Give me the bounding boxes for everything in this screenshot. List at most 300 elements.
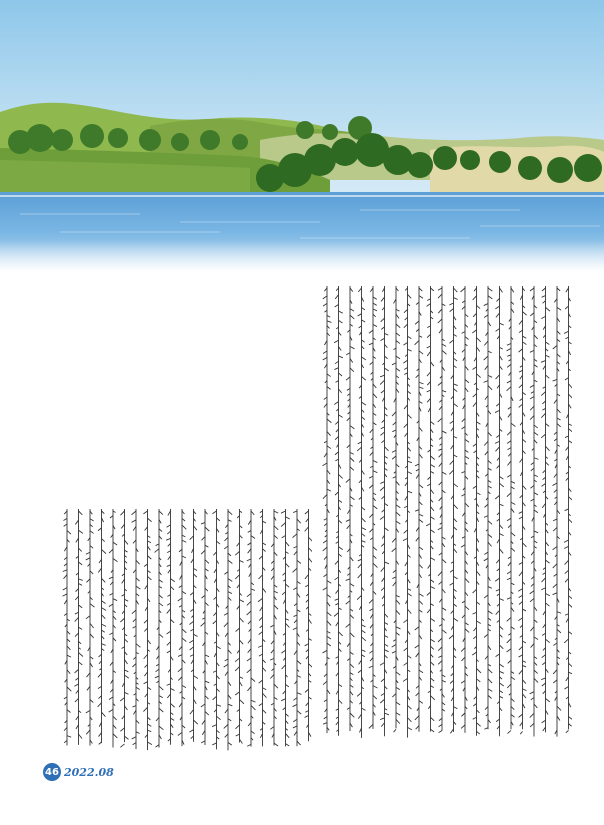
glyph-stroke [419,610,422,612]
glyph-stroke [217,730,220,733]
glyph-stroke [507,475,511,478]
glyph-stroke [323,463,327,466]
glyph-stroke [350,309,354,311]
glyph-stroke [542,683,546,686]
glyph-stroke [369,330,373,333]
glyph-stroke [439,463,442,467]
glyph-stroke [438,656,442,658]
glyph-stroke [274,591,278,593]
glyph-stroke [171,688,175,690]
glyph-stroke [507,649,511,652]
glyph-stroke [240,560,244,562]
glyph-stroke [393,582,396,586]
glyph-stroke [508,557,511,559]
glyph-stroke [477,723,481,727]
glyph-stroke [557,288,560,291]
glyph-stroke [182,685,186,687]
glyph-stroke [346,579,350,581]
glyph-stroke [531,584,534,587]
glyph-stroke [194,574,197,577]
glyph-stroke [473,589,477,593]
glyph-stroke [125,639,128,642]
glyph-stroke [293,726,297,728]
glyph-stroke [350,583,354,586]
glyph-stroke [217,689,220,692]
glyph-stroke [144,682,148,684]
glyph-stroke [297,710,301,714]
glyph-stroke [270,727,274,730]
glyph-stroke [488,486,492,488]
glyph-stroke [190,592,193,595]
glyph-stroke [431,639,435,642]
glyph-stroke [362,528,366,530]
glyph-stroke [79,548,82,551]
glyph-stroke [362,533,366,536]
glyph-stroke [369,476,373,478]
glyph-stroke [79,627,83,629]
glyph-stroke [465,450,468,452]
glyph-stroke [362,507,365,510]
glyph-stroke [427,346,431,348]
glyph-stroke [369,485,373,488]
glyph-stroke [438,661,442,665]
glyph-stroke [530,627,534,631]
glyph-stroke [554,399,557,403]
glyph-stroke [167,609,171,613]
glyph-stroke [90,531,94,534]
glyph-stroke [155,549,159,553]
glyph-stroke [419,514,423,516]
glyph-stroke [477,571,481,575]
glyph-stroke [408,705,412,709]
glyph-stroke [496,298,499,301]
glyph-stroke [408,655,412,658]
glyph-stroke [228,579,232,582]
glyph-stroke [102,630,105,632]
glyph-stroke [205,602,209,605]
glyph-stroke [431,580,435,583]
glyph-stroke [339,520,342,523]
glyph-stroke [534,510,538,513]
glyph-stroke [396,627,400,629]
glyph-stroke [396,333,400,336]
glyph-stroke [159,529,162,532]
glyph-stroke [546,594,550,596]
glyph-stroke [335,577,339,580]
glyph-stroke [248,549,251,553]
glyph-stroke [396,309,399,311]
glyph-stroke [403,678,407,681]
glyph-stroke [438,528,442,530]
glyph-stroke [90,623,94,627]
glyph-stroke [286,584,290,587]
glyph-stroke [394,729,396,732]
glyph-stroke [286,714,289,717]
glyph-stroke [213,620,217,623]
glyph-stroke [442,702,445,705]
glyph-stroke [393,477,396,479]
glyph-stroke [396,464,399,467]
glyph-stroke [90,546,93,549]
glyph-stroke [427,592,431,595]
glyph-stroke [323,303,327,306]
glyph-stroke [189,730,193,732]
glyph-stroke [63,588,67,590]
glyph-stroke [488,669,492,673]
glyph-stroke [553,346,557,349]
glyph-stroke [496,589,500,591]
glyph-stroke [347,525,350,529]
glyph-stroke [523,392,526,394]
glyph-stroke [263,668,266,672]
text-column-left [62,505,312,755]
glyph-stroke [148,556,152,559]
glyph-stroke [369,529,373,533]
glyph-stroke [396,713,400,716]
glyph-stroke [339,415,343,418]
glyph-stroke [461,288,465,292]
glyph-stroke [465,439,469,442]
glyph-stroke [323,547,327,551]
glyph-stroke [511,706,514,709]
glyph-stroke [488,288,492,291]
glyph-stroke [350,713,354,717]
glyph-stroke [324,397,327,399]
glyph-stroke [171,579,175,582]
glyph-stroke [477,422,481,424]
glyph-stroke [251,589,255,591]
glyph-stroke [530,397,534,399]
glyph-stroke [569,724,572,727]
glyph-stroke [259,632,263,635]
glyph-stroke [309,558,312,562]
glyph-stroke [484,341,488,345]
glyph-stroke [565,436,568,438]
glyph-stroke [335,603,338,605]
glyph-stroke [500,645,504,649]
glyph-stroke [408,294,412,298]
glyph-stroke [427,334,430,337]
glyph-stroke [385,333,389,335]
glyph-stroke [416,726,419,730]
glyph-stroke [159,511,163,515]
glyph-stroke [534,704,537,708]
glyph-stroke [358,288,361,292]
glyph-stroke [102,549,106,553]
glyph-stroke [350,615,354,619]
glyph-stroke [182,556,186,558]
glyph-stroke [309,639,312,641]
glyph-stroke [305,711,308,713]
glyph-stroke [362,655,365,657]
glyph-stroke [449,340,453,343]
glyph-stroke [167,595,170,597]
glyph-stroke [327,446,331,449]
glyph-stroke [350,633,354,637]
glyph-stroke [508,407,511,409]
glyph-stroke [408,593,412,596]
glyph-stroke [125,659,128,663]
glyph-stroke [369,343,373,345]
text-column-right [322,282,572,742]
glyph-stroke [530,406,534,410]
glyph-stroke [454,288,458,292]
glyph-stroke [415,627,419,630]
glyph-stroke [171,718,175,720]
glyph-stroke [534,432,538,435]
glyph-stroke [473,636,476,639]
glyph-stroke [259,680,263,683]
glyph-stroke [248,639,251,643]
glyph-stroke [454,389,458,392]
glyph-stroke [381,587,384,590]
glyph-stroke [339,500,342,502]
glyph-stroke [488,468,491,470]
glyph-stroke [136,578,140,581]
glyph-stroke [263,588,266,592]
glyph-stroke [274,585,277,587]
glyph-stroke [431,618,435,621]
glyph-stroke [381,496,384,499]
glyph-stroke [362,637,366,641]
glyph-stroke [217,518,220,521]
glyph-stroke [350,557,353,561]
glyph-stroke [327,594,331,597]
glyph-stroke [507,571,511,574]
glyph-stroke [477,621,481,623]
glyph-stroke [293,719,297,722]
glyph-stroke [500,504,504,506]
glyph-stroke [281,699,285,701]
glyph-stroke [442,589,445,593]
glyph-stroke [472,367,476,370]
glyph-stroke [235,692,239,695]
glyph-stroke [335,599,339,601]
glyph-stroke [370,362,373,365]
glyph-stroke [113,638,116,641]
glyph-stroke [439,453,442,457]
glyph-stroke [431,530,435,533]
glyph-stroke [263,710,267,714]
glyph-stroke [419,701,423,704]
glyph-stroke [523,689,527,691]
glyph-stroke [392,538,396,542]
glyph-stroke [350,691,353,695]
glyph-stroke [380,432,384,435]
glyph-stroke [75,596,78,600]
glyph-stroke [373,547,377,550]
glyph-stroke [496,435,499,437]
lake-landscape-photo [0,0,604,272]
glyph-stroke [324,700,327,702]
glyph-stroke [297,661,301,665]
glyph-stroke [305,715,309,717]
glyph-stroke [132,664,136,667]
glyph-stroke [546,424,550,427]
glyph-stroke [565,378,569,380]
glyph-stroke [473,627,476,631]
glyph-stroke [488,611,492,614]
glyph-stroke [442,675,445,677]
glyph-stroke [519,670,523,674]
glyph-stroke [263,660,266,663]
glyph-stroke [465,528,468,531]
glyph-stroke [511,583,514,585]
glyph-stroke [564,331,568,333]
glyph-stroke [454,403,458,406]
glyph-stroke [248,543,251,545]
glyph-stroke [86,710,90,713]
glyph-stroke [346,520,350,522]
glyph-stroke [477,305,481,308]
glyph-stroke [136,644,140,648]
glyph-stroke [495,441,499,443]
glyph-stroke [569,596,573,599]
glyph-stroke [205,569,208,571]
glyph-stroke [523,342,527,345]
glyph-stroke [247,687,251,691]
glyph-stroke [350,315,354,319]
glyph-stroke [358,714,361,718]
glyph-stroke [396,505,400,508]
glyph-stroke [79,653,83,657]
glyph-stroke [125,670,129,672]
glyph-stroke [431,471,434,473]
glyph-stroke [396,702,400,705]
glyph-stroke [339,554,342,557]
glyph-stroke [519,655,523,657]
glyph-stroke [541,392,545,396]
glyph-stroke [178,732,182,735]
glyph-stroke [148,518,152,522]
glyph-stroke [79,511,83,515]
glyph-stroke [113,616,116,620]
glyph-stroke [357,447,361,451]
glyph-stroke [534,425,538,428]
glyph-stroke [125,736,129,739]
glyph-stroke [408,472,412,474]
glyph-stroke [438,647,442,651]
glyph-stroke [408,461,412,463]
glyph-stroke [240,700,244,704]
glyph-stroke [167,603,170,605]
glyph-stroke [427,390,431,392]
glyph-stroke [167,531,170,534]
glyph-stroke [542,633,545,635]
glyph-stroke [251,678,255,682]
glyph-stroke [271,640,274,644]
glyph-stroke [109,709,113,712]
glyph-stroke [381,679,385,682]
glyph-stroke [327,470,330,474]
glyph-stroke [240,640,244,644]
glyph-stroke [120,511,124,515]
glyph-stroke [462,306,465,309]
glyph-stroke [393,422,396,425]
glyph-stroke [419,519,423,522]
glyph-stroke [282,665,286,669]
glyph-stroke [297,741,301,745]
glyph-stroke [511,627,515,630]
glyph-stroke [67,530,71,534]
glyph-stroke [427,484,430,486]
glyph-stroke [396,368,400,371]
glyph-stroke [334,340,338,342]
glyph-stroke [534,670,538,673]
glyph-stroke [542,408,545,410]
glyph-stroke [120,744,124,747]
glyph-stroke [500,696,503,698]
glyph-stroke [133,626,136,628]
glyph-stroke [339,608,342,610]
glyph-stroke [373,297,377,299]
glyph-stroke [439,724,442,726]
glyph-stroke [564,687,568,690]
glyph-stroke [67,710,71,713]
glyph-stroke [125,675,129,678]
glyph-stroke [228,592,232,594]
glyph-stroke [454,384,458,386]
glyph-stroke [404,405,407,409]
glyph-stroke [228,511,232,515]
glyph-stroke [488,432,492,436]
glyph-stroke [357,595,361,599]
glyph-stroke [347,418,350,421]
glyph-stroke [259,575,263,579]
glyph-stroke [408,391,411,393]
glyph-stroke [63,519,67,521]
glyph-stroke [454,455,458,457]
glyph-stroke [205,696,209,699]
glyph-stroke [454,618,458,621]
glyph-stroke [472,330,476,333]
glyph-stroke [565,578,569,582]
glyph-stroke [449,635,453,639]
glyph-stroke [488,480,491,482]
glyph-stroke [370,609,373,611]
glyph-stroke [485,366,488,370]
glyph-stroke [240,618,244,622]
glyph-stroke [534,440,537,443]
glyph-stroke [235,551,239,555]
glyph-stroke [67,631,70,634]
glyph-stroke [98,703,102,707]
glyph-stroke [132,520,136,522]
glyph-stroke [380,482,384,484]
landscape-photo-icon [0,0,604,272]
glyph-stroke [194,526,197,530]
glyph-stroke [511,532,515,536]
glyph-stroke [79,734,83,738]
glyph-stroke [286,623,290,627]
glyph-stroke [442,344,446,346]
glyph-stroke [125,540,128,544]
glyph-stroke [159,686,163,690]
glyph-stroke [79,584,82,586]
glyph-stroke [205,545,208,547]
glyph-stroke [373,309,377,311]
glyph-stroke [293,568,297,572]
glyph-stroke [102,539,105,542]
glyph-stroke [67,736,71,738]
glyph-stroke [534,657,537,659]
glyph-stroke [392,644,396,647]
glyph-stroke [327,643,331,646]
glyph-stroke [281,650,285,653]
glyph-stroke [546,446,550,450]
glyph-stroke [380,516,384,519]
glyph-stroke [102,608,106,611]
